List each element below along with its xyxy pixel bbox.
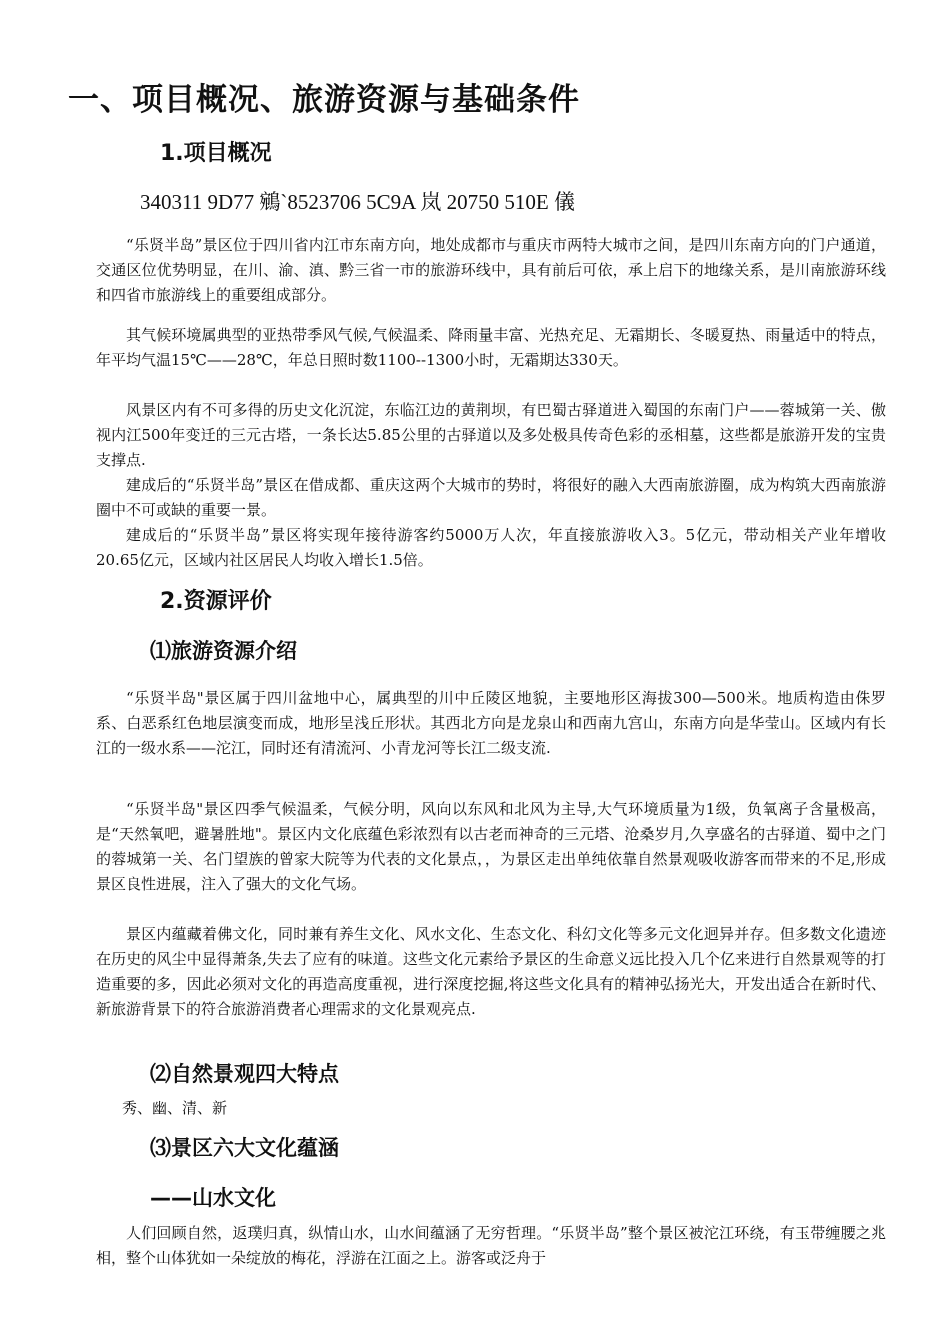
paragraph-landscape-culture: 人们回顾自然，返璞归真，纵情山水，山水间蕴涵了无穷哲理。“乐贤半岛”整个景区被沱江环绕，有玉带缠腰之兆相，整个山体犹如一朵绽放的梅花，浮游在江面之上。游客或泛舟于 (96, 1224, 886, 1267)
code-line: 340311 9D77 鵷`8523706 5C9A 岚 20750 510E 儀 (140, 190, 575, 214)
paragraph-history: 风景区内有不可多得的历史文化沉淀，东临江边的黄荆坝，有巴蜀古驿道进入蜀国的东南门户——蓉城第一关、傲视内江500年变迁的三元古塔，一条长达5.85公里的古驿道以及多处极具传奇色彩的丞相墓，这些都是旅游开发的宝贵支撑点. (96, 401, 886, 469)
paragraph-geography: “乐贤半岛"景区属于四川盆地中心，属典型的川中丘陵区地貌，主要地形区海拔300—500米。地质构造由侏罗系、白恶系红色地层演变而成，地形呈浅丘形状。其西北方向是龙泉山和西南九宫山，东南方向是华莹山。区域内有长江的一级水系——沱江，同时还有清流河、小青龙河等长江二级支流. (96, 689, 886, 757)
section-2-title: 2.资源评价 (160, 589, 272, 614)
paragraph-culture-diversity: 景区内蕴藏着佛文化，同时兼有养生文化、风水文化、生态文化、科幻文化等多元文化迥异并存。但多数文化遗迹在历史的风尘中显得萧条,失去了应有的味道。这些文化元素给予景区的生命意义远比投入几个亿来进行自然景观等的打造重要的多，因此必须对文化的再造高度重视，进行深度挖掘,将这些文化具有的精神弘扬光大，开发出适合在新时代、新旅游背景下的符合旅游消费者心理需求的文化景观亮点. (96, 925, 886, 1018)
paragraph-climate: 其气候环境属典型的亚热带季风气候,气候温柔、降雨量丰富、光热充足、无霜期长、冬暖夏热、雨量适中的特点，年平均气温15℃——28℃，年总日照时数1100--1300小时，无霜期达330天。 (96, 326, 886, 369)
subsection-culture-title: ⑶景区六大文化蕴涵 (150, 1136, 339, 1160)
subsection-landscape-culture: ——山水文化 (150, 1186, 276, 1210)
paragraph-positioning: 建成后的“乐贤半岛”景区在借成都、重庆这两个大城市的势时，将很好的融入大西南旅游圈，成为构筑大西南旅游圈中不可或缺的重要一景。 (96, 476, 886, 519)
paragraph-targets: 建成后的“乐贤半岛”景区将实现年接待游客约5000万人次，年直接旅游收入3。5亿元，带动相关产业年增收20.65亿元，区域内社区居民人均收入增长1.5倍。 (96, 526, 886, 569)
subsection-landscape-title: ⑵自然景观四大特点 (150, 1062, 339, 1086)
landscape-features: 秀、幽、清、新 (122, 1099, 228, 1117)
section-1-title: 1.项目概况 (160, 141, 272, 166)
paragraph-culture-climate: “乐贤半岛"景区四季气候温柔，气候分明，风向以东风和北风为主导,大气环境质量为1级，负氧离子含量极高，是“天然氧吧，避暑胜地"。景区内文化底蕴色彩浓烈有以古老而神奇的三元塔、沧桑岁月,久享盛名的古驿道、蜀中之门的蓉城第一关、名门望族的曾家大院等为代表的文化景点，，为景区走出单纯依靠自然景观吸收游客而带来的不足,形成景区良性进展，注入了强大的文化气场。 (96, 800, 886, 893)
subsection-resources-title: ⑴旅游资源介绍 (150, 639, 297, 663)
main-heading: 一、项目概况、旅游资源与基础条件 (68, 82, 580, 118)
paragraph-location: “乐贤半岛”景区位于四川省内江市东南方向，地处成都市与重庆市两特大城市之间，是四川东南方向的门户通道，交通区位优势明显，在川、渝、滇、黔三省一市的旅游环线中，具有前后可依，承上启下的地缘关系，是川南旅游环线和四省市旅游线上的重要组成部分。 (96, 236, 886, 304)
